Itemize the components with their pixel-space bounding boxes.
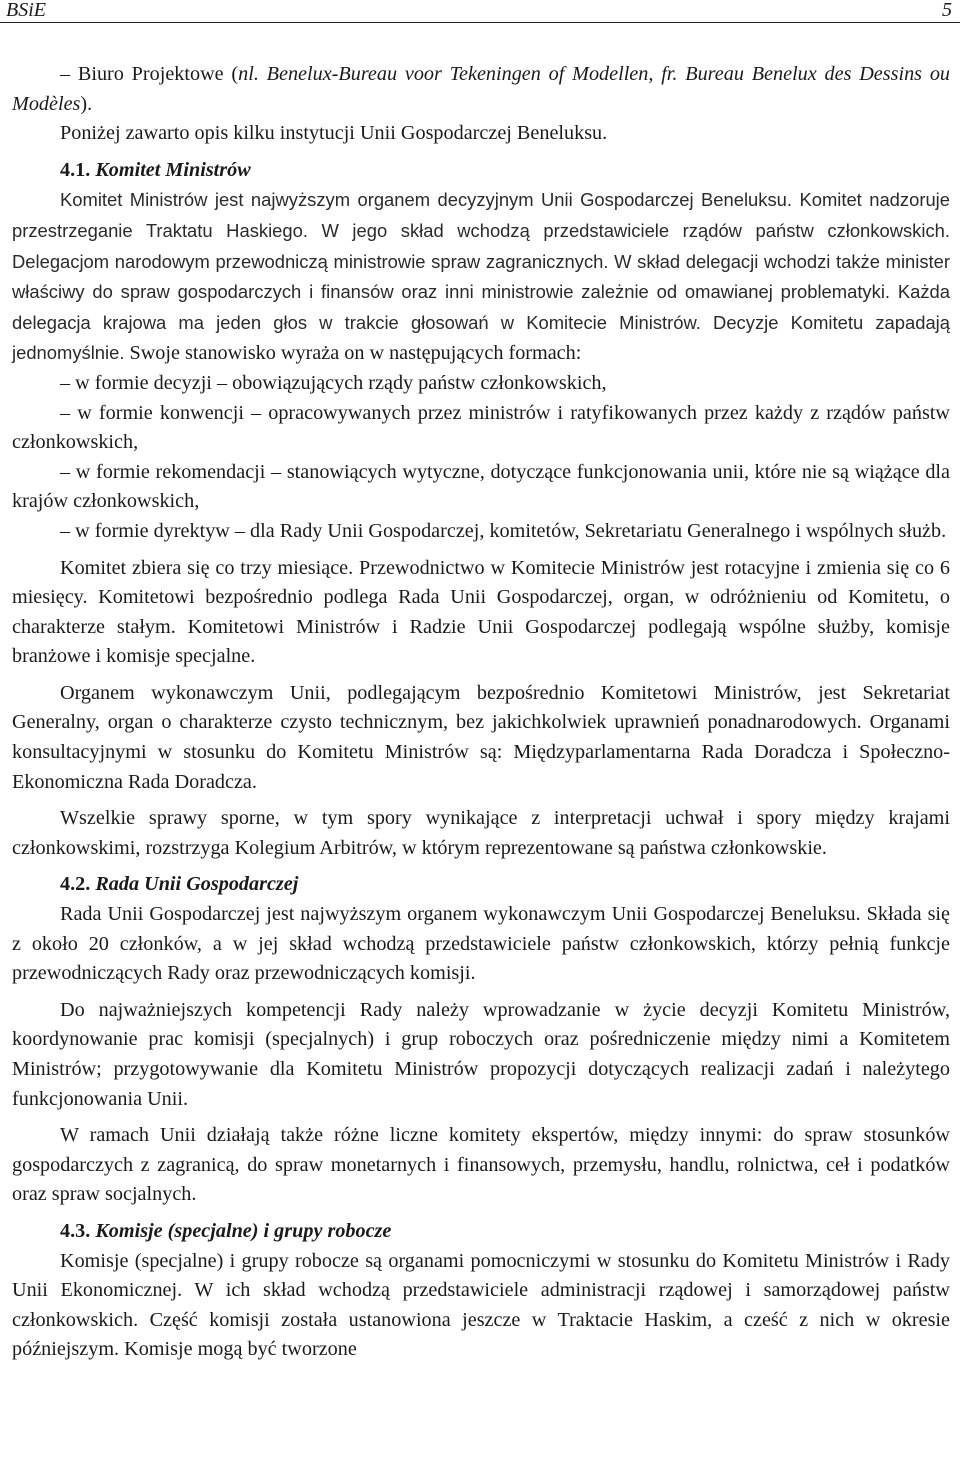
list-item-biuro: – Biuro Projektowe (nl. Benelux-Bureau voor Tekeningen of Modellen, fr. Bureau Benelux des Dessins ou Modèles). [12, 63, 951, 115]
list-item: – w formie decyzji – obowiązujących rządy państw członkowskich, [60, 371, 607, 394]
list-item: – w formie rekomendacji – stanowiących wytyczne, dotyczące funkcjonowania unii, które nie są wiążące dla krajów członkowskich, [12, 460, 950, 513]
paragraph: Rada Unii Gospodarczej jest najwyższym organem wykonawczym Unii Gospodarczej Beneluksu. Składa się z około 20 członków, a w jej skład wchodzą przedstawiciele państw członkowskich, którzy pełnią funkcje przewodniczących Rady oraz przewodniczących komisji. [12, 903, 950, 985]
document-body [12, 60, 950, 1365]
page-number: 5 [942, 0, 952, 21]
running-header [0, 0, 960, 23]
section-heading-4-1: 4.1. Komitet Ministrów [60, 158, 251, 181]
paragraph: Do najważniejszych kompetencji Rady należy wprowadzanie w życie decyzji Komitetu Ministrów, koordynowanie prac komisji (specjalnych) i grup roboczych oraz pośredniczenie między nimi a Komitetem Ministrów; przygotowywanie dla Komitetu Ministrów propozycji dotyczących realizacji zadań i należytego funkcjonowania Unii. [12, 998, 950, 1110]
paragraph: Komitet zbiera się co trzy miesiące. Przewodnictwo w Komitecie Ministrów jest rotacyjne i zmienia się co 6 miesięcy. Komitetowi bezpośrednio podlega Rada Unii Gospodarczej, organ, w odróżnieniu od Komitetu, o charakterze stałym. Komitetowi Ministrów i Radzie Unii Gospodarczej podlegają wspólne służby, komisje branżowe i komisje specjalne. [12, 556, 950, 668]
list-item: – w formie konwencji – opracowywanych przez ministrów i ratyfikowanych przez każdy z rządów państw członkowskich, [12, 401, 950, 454]
section-heading-4-3: 4.3. Komisje (specjalne) i grupy robocze [60, 1219, 392, 1242]
paragraph: Komisje (specjalne) i grupy robocze są organami pomocniczymi w stosunku do Komitetu Ministrów i Rady Unii Ekonomicznej. W ich skład wchodzą przedstawiciele administracji rządowej i samorządowej państw członkowskich. Część komisji została ustanowiona jeszcze w Traktacie Haskim, a cześć z nich w okresie późniejszym. Komisje mogą być tworzone [12, 1249, 950, 1361]
paragraph: Organem wykonawczym Unii, podlegającym bezpośrednio Komitetowi Ministrów, jest Sekretariat Generalny, organ o charakterze czysto technicznym, bez jakichkolwiek uprawnień ponadnarodowych. Organami konsultacyjnymi w stosunku do Komitetu Ministrów są: Międzyparlamentarna Rada Doradcza i Społeczno-Ekonomiczna Rada Doradcza. [12, 681, 950, 793]
paragraph: W ramach Unii działają także różne liczne komitety ekspertów, między innymi: do spraw stosunków gospodarczych z zagranicą, do spraw monetarnych i finansowych, przemysłu, handlu, rolnictwa, ceł i podatków oraz spraw socjalnych. [12, 1124, 950, 1206]
header-title: BSiE [6, 0, 46, 21]
paragraph: Wszelkie sprawy sporne, w tym spory wynikające z interpretacji uchwał i spory między krajami członkowskimi, rozstrzyga Kolegium Arbitrów, w którym reprezentowane są państwa członkowskie. [12, 807, 950, 859]
list-item: – w formie dyrektyw – dla Rady Unii Gospodarczej, komitetów, Sekretariatu Generalnego i wspólnych służb. [60, 519, 947, 542]
section-heading-4-2: 4.2. Rada Unii Gospodarczej [60, 873, 299, 896]
paragraph: Komitet Ministrów jest najwyższym organem decyzyjnym Unii Gospodarczej Beneluksu. Komitet nadzoruje przestrzeganie Traktatu Haskiego. W jego skład wchodzą przedstawiciele rządów państw członkowskich. Delegacjom narodowym przewodniczą ministrowie spraw zagranicznych. W skład delegacji wchodzi także minister właściwy do spraw gospodarczych i finansów oraz inni ministrowie zależnie od omawianej problematyki. Każda delegacja krajowa ma jeden głos w trakcie głosowań w Komitecie Ministrów. Decyzje Komitetu zapadają jednomyślnie. Swoje stanowisko wyraża on w następujących formach: [12, 189, 950, 365]
intro-paragraph: Poniżej zawarto opis kilku instytucji Unii Gospodarczej Beneluksu. [60, 122, 608, 145]
